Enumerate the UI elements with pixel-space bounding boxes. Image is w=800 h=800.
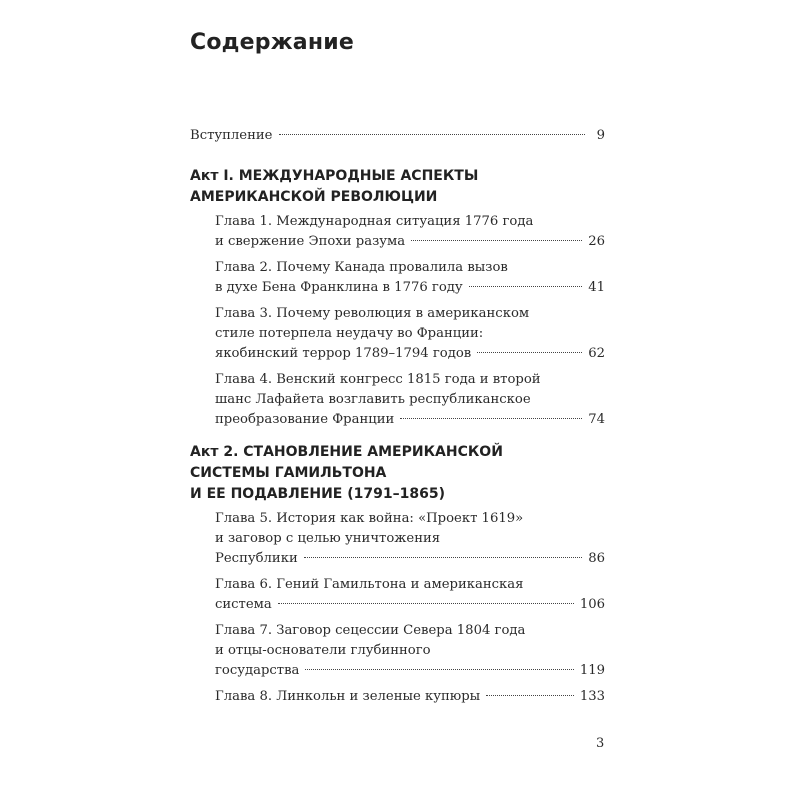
- chapter-title-line: Глава 4. Венский конгресс 1815 года и второй: [215, 372, 541, 387]
- toc-entry-chapter[interactable]: [215, 304, 605, 364]
- act-heading-line: АМЕРИКАНСКОЙ РЕВОЛЮЦИИ: [190, 189, 438, 205]
- toc-entry-chapter[interactable]: [215, 687, 605, 707]
- entry-label: якобинский террор 1789–1794 годов: [215, 346, 472, 361]
- chapter-title-line: Глава 1. Международная ситуация 1776 года: [215, 214, 534, 229]
- chapter-title-line: Глава 6. Гений Гамильтона и американская: [215, 577, 524, 592]
- entry-label: государства: [215, 663, 300, 678]
- toc-entry-chapter[interactable]: [215, 258, 605, 298]
- dot-leader: [469, 286, 583, 287]
- entry-page: 133: [579, 689, 605, 704]
- entry-label: преобразование Франции: [215, 412, 395, 427]
- entry-label: Глава 8. Линкольн и зеленые купюры: [215, 689, 481, 704]
- dot-leader: [279, 134, 586, 135]
- act-heading-line: СИСТЕМЫ ГАМИЛЬТОНА: [190, 465, 387, 481]
- toc-entry-intro[interactable]: [190, 126, 605, 146]
- chapter-last-line: [215, 278, 605, 298]
- chapter-title-line: Глава 7. Заговор сецессии Севера 1804 года: [215, 623, 526, 638]
- entry-page: 74: [588, 412, 605, 427]
- dot-leader: [304, 557, 582, 558]
- acts-list: [190, 166, 605, 707]
- entry-label: в духе Бена Франклина в 1776 году: [215, 280, 463, 295]
- table-of-contents: [190, 126, 605, 707]
- entry-page: 62: [588, 346, 605, 361]
- toc-entry-chapter[interactable]: [215, 370, 605, 430]
- chapter-last-line: [215, 232, 605, 252]
- entry-label: система: [215, 597, 272, 612]
- act-heading-line: И ЕЕ ПОДАВЛЕНИЕ (1791–1865): [190, 486, 445, 502]
- chapter-title-line: и отцы-основатели глубинного: [215, 643, 431, 658]
- chapter-last-line: [215, 410, 605, 430]
- chapter-title-line: и заговор с целью уничтожения: [215, 531, 441, 546]
- entry-page: 9: [596, 128, 605, 143]
- toc-entry-chapter[interactable]: [215, 509, 605, 569]
- act-heading-line: Акт 2. СТАНОВЛЕНИЕ АМЕРИКАНСКОЙ: [190, 444, 503, 460]
- chapter-last-line: [215, 344, 605, 364]
- dot-leader: [278, 603, 574, 604]
- toc-entry-chapter[interactable]: [215, 621, 605, 681]
- chapter-title-line: Глава 5. История как война: «Проект 1619»: [215, 511, 524, 526]
- dot-leader: [400, 418, 582, 419]
- chapter-title-line: стиле потерпела неудачу во Франции:: [215, 326, 484, 341]
- dot-leader: [477, 352, 582, 353]
- entry-page: 86: [588, 551, 605, 566]
- toc-entry-chapter[interactable]: [215, 575, 605, 615]
- chapter-last-line: [215, 549, 605, 569]
- entry-page: 41: [588, 280, 605, 295]
- dot-leader: [305, 669, 573, 670]
- page-number: 3: [596, 736, 605, 751]
- dot-leader: [411, 240, 582, 241]
- chapter-title-line: шанс Лафайета возглавить республиканское: [215, 392, 531, 407]
- toc-entry-chapter[interactable]: [215, 212, 605, 252]
- chapter-last-line: [215, 661, 605, 681]
- chapter-title-line: Глава 2. Почему Канада провалила вызов: [215, 260, 508, 275]
- act-heading-line: Акт I. МЕЖДУНАРОДНЫЕ АСПЕКТЫ: [190, 168, 479, 184]
- chapter-title-line: Глава 3. Почему революция в американском: [215, 306, 530, 321]
- chapter-last-line: [215, 687, 605, 707]
- entry-page: 26: [588, 234, 605, 249]
- page-title: Содержание: [190, 30, 354, 55]
- entry-page: 106: [579, 597, 605, 612]
- entry-page: 119: [579, 663, 605, 678]
- entry-label: и свержение Эпохи разума: [215, 234, 406, 249]
- entry-label: Республики: [215, 551, 298, 566]
- chapter-last-line: [215, 595, 605, 615]
- dot-leader: [486, 695, 574, 696]
- entry-label: Вступление: [190, 128, 273, 143]
